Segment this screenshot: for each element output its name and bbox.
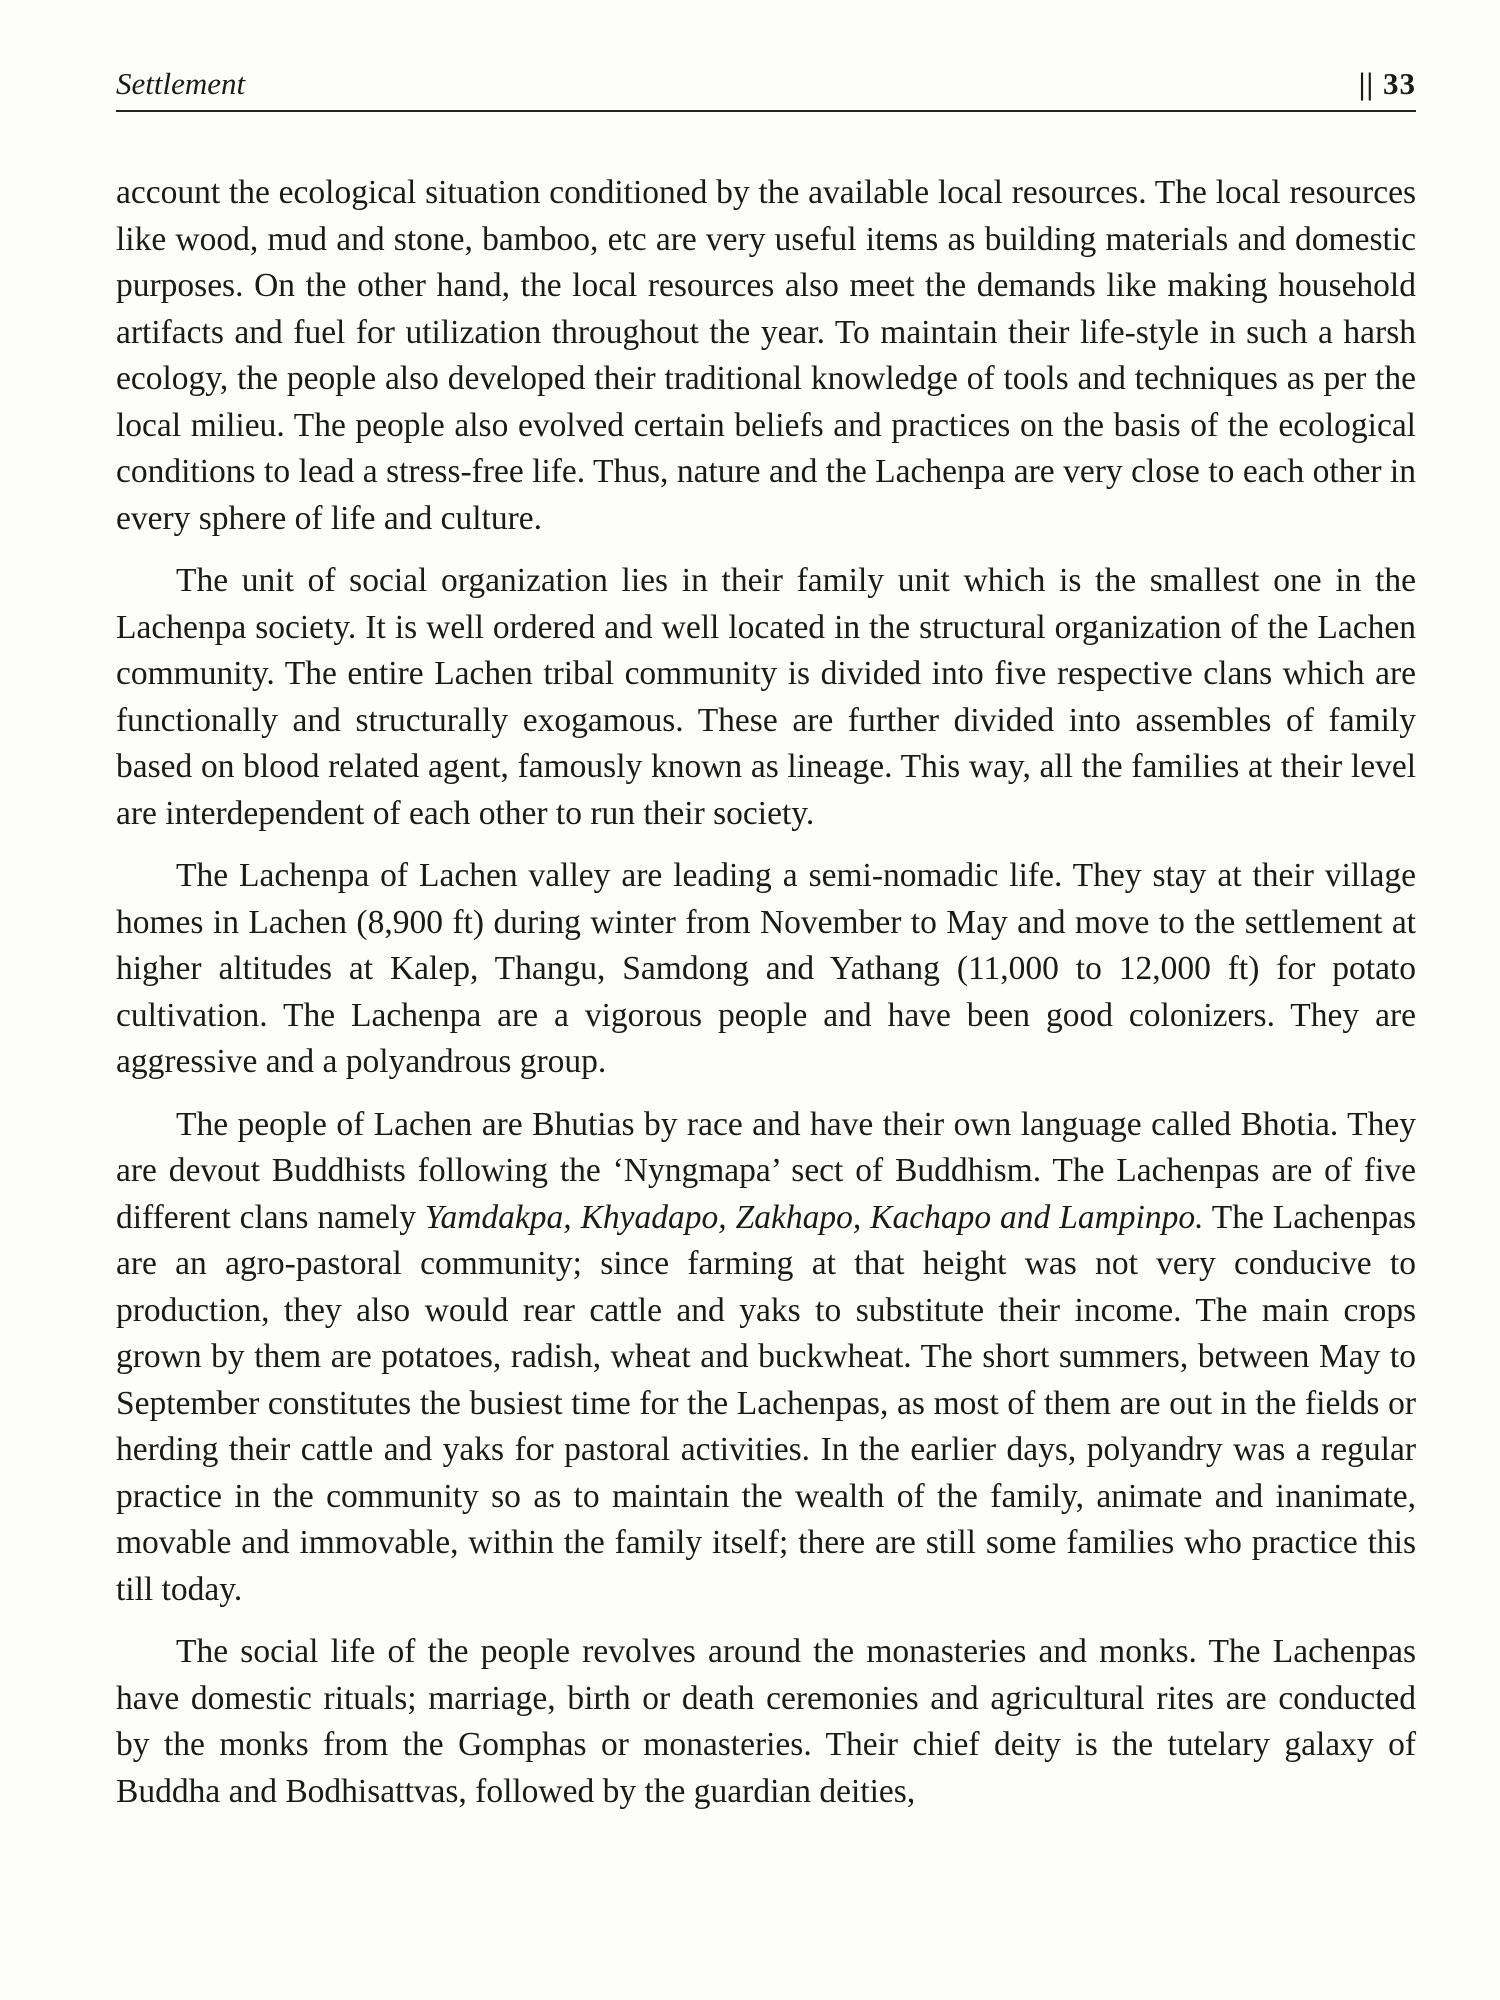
header-rule <box>116 110 1416 112</box>
paragraph-social-life: The social life of the people revolves around the monasteries and monks. The Lachenpas have domestic rituals; marriage, birth or death ceremonies and agricultural rites are conducted by the monks from the Gomphas or monasteries. Their chief deity is the tutelary galaxy of Buddha and Bodhisattvas, followed by the guardian deities, <box>116 1633 1416 1810</box>
paragraph-text-after-clans: The Lachenpas are an agro-pastoral community; since farming at that height was not very conducive to production, they also would rear cattle and yaks to substitute their income. The main crops grown by them are potatoes, radish, wheat and buckwheat. The short summers, between May to September constitutes the busiest time for the Lachenpas, as most of them are out in the fields or herding their cattle and yaks for pastoral activities. In the earlier days, polyandry was a regular practice in the community so as to maintain the wealth of the family, animate and inanimate, movable and immovable, within the family itself; there are still some families who practice this till today. <box>116 1198 1416 1608</box>
page-number: || 33 <box>1358 66 1416 101</box>
clan-names: Yamdakpa, Khyadapo, Zakhapo, Kachapo and Lampinpo. <box>424 1198 1204 1236</box>
paragraph-people-of-lachen <box>116 1102 1416 1614</box>
paragraph-text-before-clans: The people of Lachen are Bhutias by race and have their own language called Bhotia. They are devout Buddhists following the ‘Nyngmapa’ sect of Buddhism. The Lachenpas are of five different clans namely <box>116 1105 1416 1236</box>
section-title: Settlement <box>116 66 246 101</box>
running-head <box>116 66 1416 106</box>
paragraph-ecology: account the ecological situation conditioned by the available local resources. The local resources like wood, mud and stone, bamboo, etc are very useful items as building materials and domestic purposes. On the other hand, the local resources also meet the demands like making household artifacts and fuel for utilization throughout the year. To maintain their life-style in such a harsh ecology, the people also developed their traditional knowledge of tools and techniques as per the local milieu. The people also evolved certain beliefs and practices on the basis of the ecological conditions to lead a stress-free life. Thus, nature and the Lachenpa are very close to each other in every sphere of life and culture. <box>116 174 1416 537</box>
paragraph-social-organization: The unit of social organization lies in their family unit which is the smallest one in the Lachenpa society. It is well ordered and well located in the structural organization of the Lachen community. The entire Lachen tribal community is divided into five respective clans which are functionally and structurally exogamous. These are further divided into assembles of family based on blood related agent, famously known as lineage. This way, all the families at their level are interdependent of each other to run their society. <box>116 562 1416 832</box>
paragraph-semi-nomadic-life: The Lachenpa of Lachen valley are leading a semi-nomadic life. They stay at their village homes in Lachen (8,900 ft) during winter from November to May and move to the settlement at higher altitudes at Kalep, Thangu, Samdong and Yathang (11,000 to 12,000 ft) for potato cultivation. The Lachenpa are a vigorous people and have been good colonizers. They are aggressive and a polyandrous group. <box>116 857 1416 1080</box>
body-text <box>116 170 1416 1831</box>
